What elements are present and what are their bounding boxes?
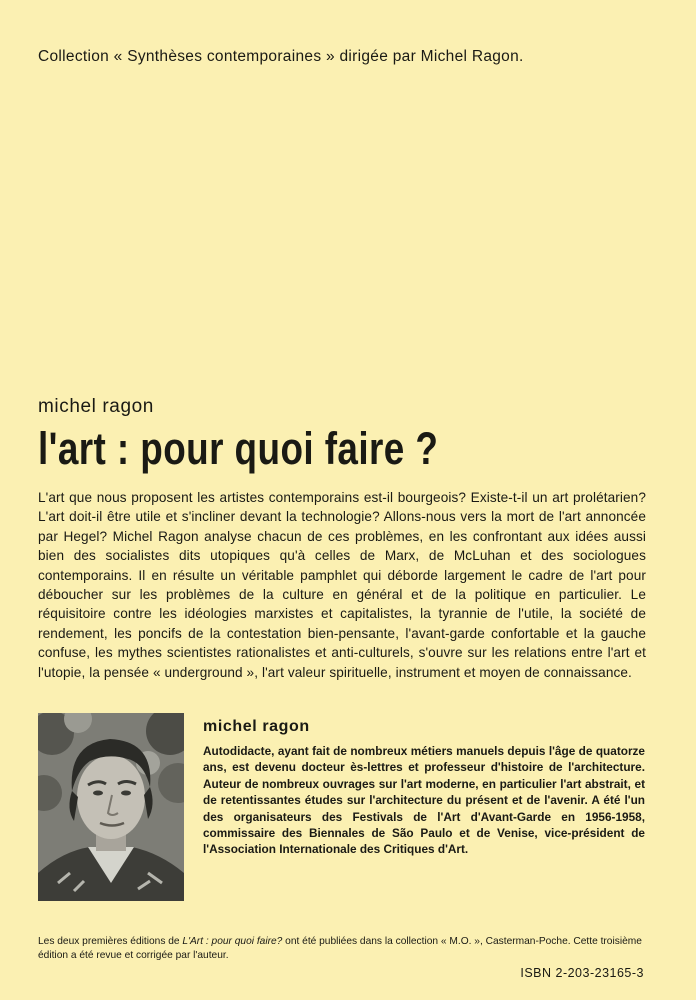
editions-note-book-title: L'Art : pour quoi faire? xyxy=(182,936,283,947)
author-photo xyxy=(38,713,184,901)
isbn: ISBN 2-203-23165-3 xyxy=(520,966,644,980)
collection-line: Collection « Synthèses contemporaines » dirigée par Michel Ragon. xyxy=(38,48,524,65)
book-title: l'art : pour quoi faire ? xyxy=(38,423,439,474)
editions-note xyxy=(38,935,646,963)
book-description: L'art que nous proposent les artistes contemporains est-il bourgeois? Existe-t-il un art prolétarien? L'art doit-il être utile et s'incliner devant la technologie? Allons-nous vers la mort de l'art annoncée par Hegel? Michel Ragon analyse chacun de ces problèmes, en les confrontant aux idées aussi bien des socialistes dits utopiques qu'à celles de Marx, de McLuhan et des sociologues contemporains. Il en résulte un véritable pamphlet qui déborde largement le cadre de l'art pour déboucher sur les problèmes de la culture en général et de la politique en particulier. Le réquisitoire contre les idéologies marxistes et capitalistes, la tyrannie de l'utile, la société de rendement, les poncifs de la contestation bien-pensante, l'avant-garde confortable et la gauche confuse, les mythes scientistes rationalistes et anti-culturels, s'ouvre sur les relations entre l'art et l'utopie, la pensée « underground », l'art valeur spirituelle, instrument et moyen de connaissance. xyxy=(38,490,646,680)
author-name: michel ragon xyxy=(38,396,154,417)
bio-author-name: michel ragon xyxy=(203,718,310,735)
editions-note-start: Les deux premières éditions de xyxy=(38,936,183,947)
editions-note-end: ont été publiées dans la collection « M.O. », Casterman-Poche. Cette troisième édition a été revue et corrigée par l'auteur. xyxy=(38,936,642,961)
author-biography: Autodidacte, ayant fait de nombreux métiers manuels depuis l'âge de quatorze ans, est devenu docteur ès-lettres et professeur d'histoire de l'architecture. Auteur de nombreux ouvrages sur l'art moderne, en particulier l'art abstrait, et de retentissantes études sur l'architecture du présent et de l'avenir. A été l'un des organisateurs des Festivals de l'Art d'Avant-Garde en 1956-1958, commissaire des Biennales de São Paulo et de Venise, vice-président de l'Association Internationale des Critiques d'Art. xyxy=(203,744,645,857)
